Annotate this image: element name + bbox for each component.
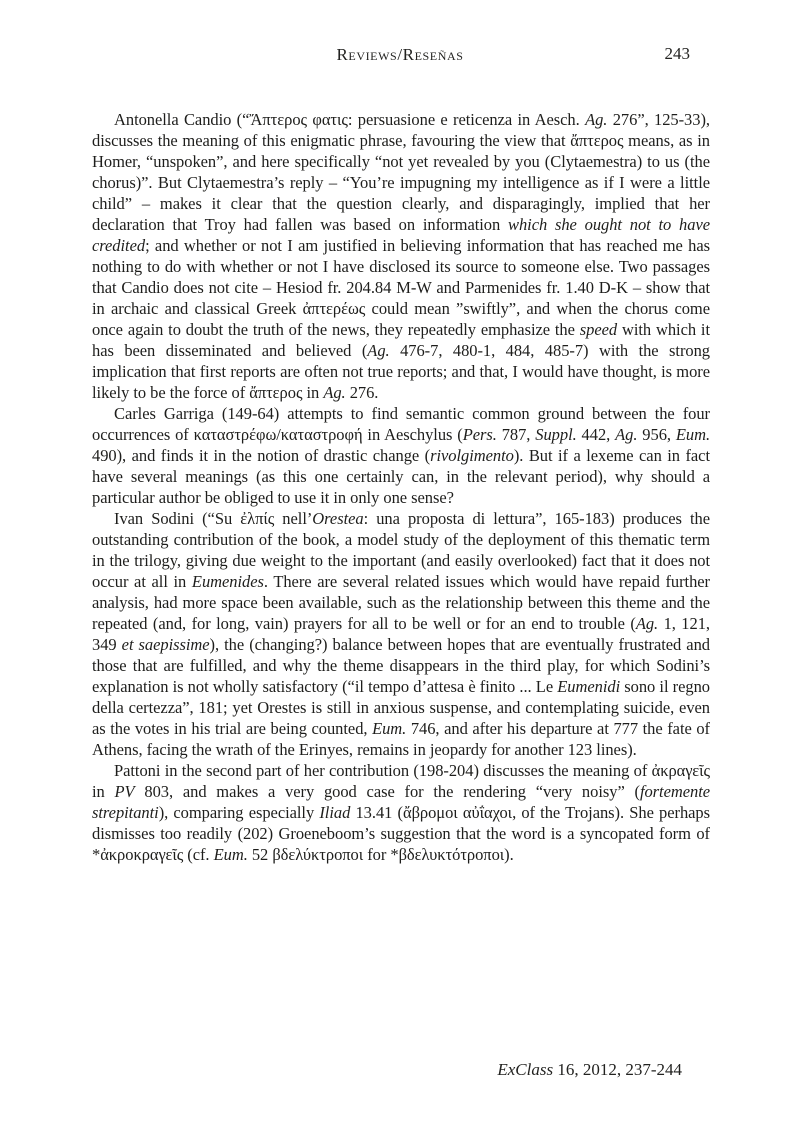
italic-text-run: Ag. <box>635 614 659 633</box>
running-head: Reviews/Reseñas <box>336 45 464 64</box>
text-run: Carles Garriga (149-64) attempts to find semantic common ground between the four occurrences of καταστρέφω/καταστροφή in Aeschylus ( <box>92 404 710 444</box>
italic-text-run: Eumenidi <box>557 677 621 696</box>
text-run: 276”, 125-33), discusses the meaning of this enigmatic phrase, favouring the view that ἄπτερος means, as in Homer, “unspoken”, and here specifically “not yet revealed by you (Clytaemestra) to us (the chorus)”. But Clytaemestra’s reply – “You’re impugning my intelligence as if I were a little child” – makes it clear that the question clearly, and disparagingly, implied that her declaration that Troy had fallen was based on information <box>92 110 710 234</box>
text-run: 476-7, 480-1, 484, 485-7) with the strong implication that first reports are often not true reports; and that, I would have thought, is more likely to be the force of ἄπτερος in <box>92 341 710 402</box>
italic-text-run: Ag. <box>585 110 608 129</box>
text-run: 746, and after his departure at 777 the fate of Athens, facing the wrath of the Erinyes, remains in jeopardy for another 123 lines). <box>92 719 710 759</box>
paragraph <box>92 760 710 865</box>
text-run: 803, and makes a very good case for the rendering “very noisy” ( <box>134 782 640 801</box>
italic-text-run: Ag. <box>615 425 638 444</box>
italic-text-run: Pers. <box>462 425 497 444</box>
text-run: Antonella Candio (“Ἄπτερος φατις: persuasione e reticenza in Aesch. <box>114 110 586 129</box>
italic-text-run: Orestea <box>312 509 364 528</box>
italic-text-run: ExClass <box>497 1060 554 1079</box>
text-run: 1, 121, 349 <box>92 614 710 654</box>
text-run: ). But if a lexeme can in fact have several meanings (as this one certainly can, in the relevant period), why should a particular author be obliged to use it in only one sense? <box>92 446 710 507</box>
review-body-text <box>92 109 710 865</box>
paragraph <box>92 109 710 403</box>
text-run: 490), and finds it in the notion of drastic change ( <box>92 446 431 465</box>
paragraph <box>92 403 710 508</box>
text-run: 16, 2012, 237-244 <box>553 1060 682 1079</box>
italic-text-run: Eum. <box>372 719 407 738</box>
text-run: 442, <box>576 425 616 444</box>
text-run: with which it has been disseminated and believed ( <box>92 320 710 360</box>
text-run: : una proposta di lettura”, 165-183) produces the outstanding contribution of the book, a model study of the deployment of this thematic term in the trilogy, giving due weight to the important (and easily overlooked) fact that it does not occur at all in <box>92 509 710 591</box>
text-run: ), the (changing?) balance between hopes that are eventually frustrated and those that are fulfilled, and why the theme disappears in the third play, for which Sodini’s explanation is not wholly satisfactory (“il tempo d’attesa è finito ... Le <box>92 635 710 696</box>
italic-text-run: Eum. <box>213 845 248 864</box>
italic-text-run: PV <box>114 782 135 801</box>
italic-text-run: speed <box>579 320 618 339</box>
text-run: . There are several related issues which would have repaid further analysis, had more space been available, such as the relationship between this theme and the repeated (and, for long, vain) prayers for all to be well or for an end to trouble ( <box>92 572 710 633</box>
text-run: 956, <box>637 425 676 444</box>
page-number: 243 <box>664 44 690 63</box>
italic-text-run: Iliad <box>319 803 351 822</box>
footer-citation <box>497 1060 682 1080</box>
paragraph <box>92 508 710 760</box>
text-run: ), comparing especially <box>158 803 320 822</box>
text-run: 52 βδελύκτροποι for *βδελυκτότροποι). <box>247 845 514 864</box>
italic-text-run: fortemente strepitanti <box>92 782 711 822</box>
text-run: 787, <box>496 425 536 444</box>
italic-text-run: Suppl. <box>535 425 577 444</box>
text-run: sono il regno della certezza”, 181; yet Orestes is still in anxious suspense, and contemplating suicide, even as the votes in his trial are being counted, <box>92 677 710 738</box>
text-run: ; and whether or not I am justified in believing information that has reached me has nothing to do with whether or not I have disclosed its source to someone else. Two passages that Candio does not cite – Hesiod fr. 204.84 M-W and Parmenides fr. 1.40 D-K – show that in archaic and classical Greek ἀπτερέως could mean ”swiftly”, and when the chorus come once again to doubt the truth of the news, they repeatedly emphasize the <box>92 236 710 339</box>
text-run: Ivan Sodini (“Su ἐλπίς nell’ <box>114 509 313 528</box>
italic-text-run: which she ought not to have credited <box>92 215 710 255</box>
text-run: 13.41 (ἄβρομοι αὐΐαχοι, of the Trojans). She perhaps dismisses too readily (202) Groeneboom’s suggestion that the word is a syncopated form of *ἀκροκραγεῖς (cf. <box>92 803 711 864</box>
italic-text-run: Ag. <box>323 383 346 402</box>
text-run: 276. <box>345 383 379 402</box>
italic-text-run: Ag. <box>367 341 390 360</box>
italic-text-run: et saepissime <box>121 635 210 654</box>
italic-text-run: rivolgimento <box>430 446 514 465</box>
italic-text-run: Eumenides <box>191 572 264 591</box>
italic-text-run: Eum. <box>675 425 711 444</box>
text-run: Pattoni in the second part of her contribution (198-204) discusses the meaning of ἀκραγεῖς in <box>92 761 710 801</box>
